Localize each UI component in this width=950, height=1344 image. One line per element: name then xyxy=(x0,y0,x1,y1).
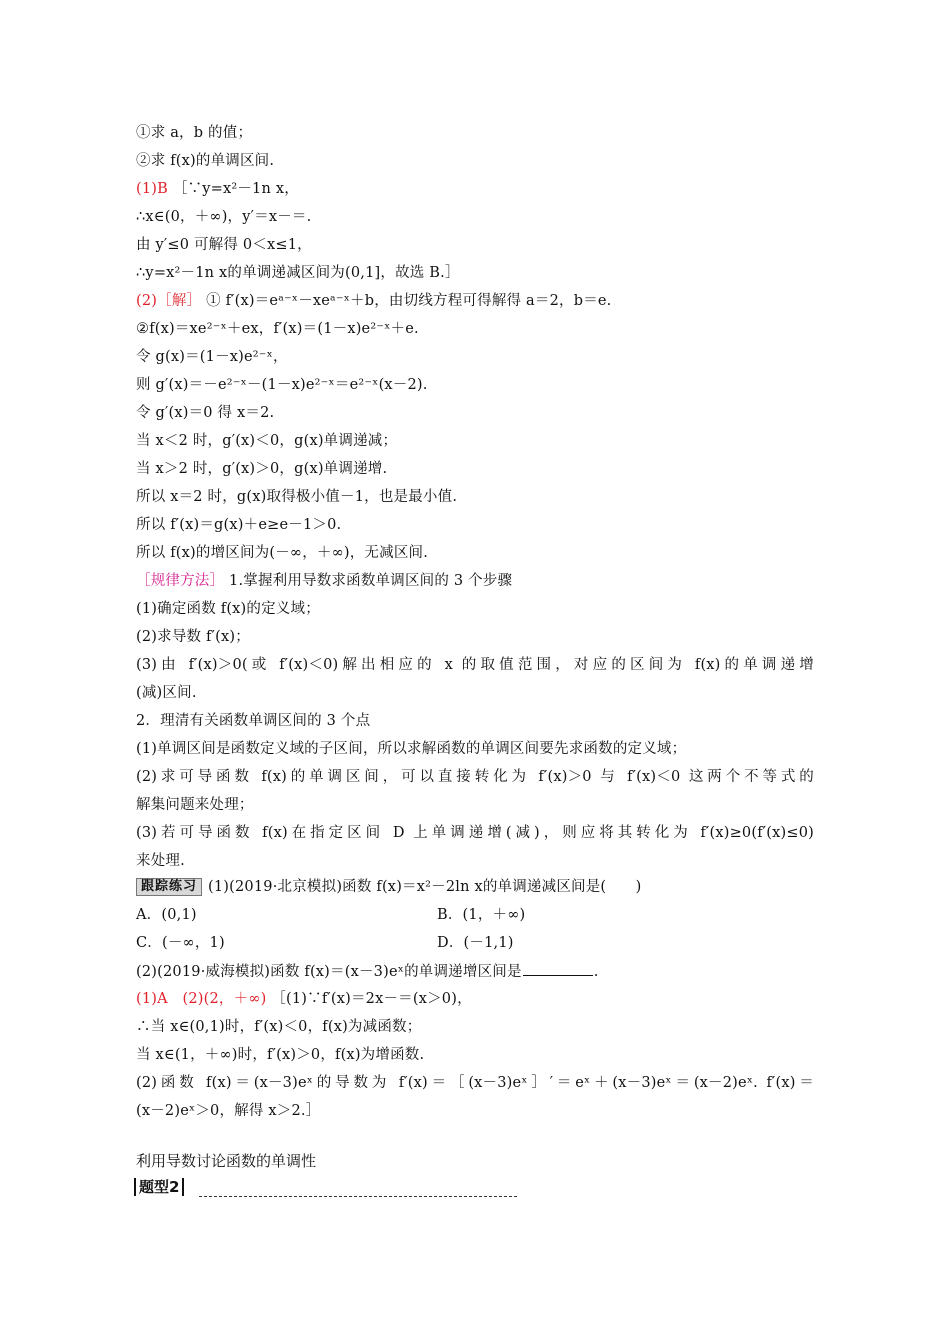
options-row xyxy=(136,933,816,953)
method-label: ［规律方法］ xyxy=(136,573,225,589)
solution-line: ∴x∈(0，＋∞)，y′＝x－＝. xyxy=(136,209,312,225)
method-line: (1)确定函数 f(x)的定义域； xyxy=(136,601,320,617)
solution-line: (x－2)eˣ＞0，解得 x＞2.］ xyxy=(136,1103,321,1119)
solution-text: ［∵y=x²－1n x， xyxy=(172,181,299,197)
method-line: 解集问题来处理； xyxy=(136,797,254,813)
practice-tag: 跟踪练习 xyxy=(136,878,202,896)
practice-answer-line xyxy=(136,989,472,1009)
method-line: (减)区间. xyxy=(136,685,197,701)
section-title: 利用导数讨论函数的单调性 xyxy=(136,1152,317,1170)
option-b: B．(1，＋∞) xyxy=(437,907,526,923)
solution-text: ① f′(x)＝eᵃ⁻ˣ－xeᵃ⁻ˣ＋b，由切线方程可得解得 a＝2，b＝e. xyxy=(206,293,612,309)
options-row xyxy=(136,905,816,925)
method-line: (2)求可导函数 f(x)的单调区间，可以直接转化为 f′(x)＞0 与 f′(x)＜0 这两个不等式的 xyxy=(136,769,814,785)
solution-line: 所以 f(x)的增区间为(－∞，＋∞)，无减区间. xyxy=(136,545,429,561)
solution-line: ②f(x)＝xe²⁻ˣ＋ex，f′(x)＝(1－x)e²⁻ˣ＋e. xyxy=(136,321,419,337)
question-part-2: ②求 f(x)的单调区间. xyxy=(136,153,275,169)
method-line: (1)单调区间是函数定义域的子区间，所以求解函数的单调区间要先求函数的定义域； xyxy=(136,741,687,757)
answer-2-line xyxy=(136,291,611,311)
question-end: . xyxy=(593,964,599,980)
method-heading xyxy=(136,571,512,591)
practice-question-2 xyxy=(136,961,599,982)
solution-line: 当 x＜2 时，g′(x)＜0，g(x)单调递减； xyxy=(136,433,398,449)
answer-blank xyxy=(523,961,593,976)
question-type-tag: 题型2 xyxy=(134,1178,184,1196)
solution-line: ∴当 x∈(0,1)时，f′(x)＜0，f(x)为减函数； xyxy=(136,1019,422,1035)
solution-line: 所以 x＝2 时，g(x)取得极小值－1，也是最小值. xyxy=(136,489,458,505)
solution-label: (2)［解］ xyxy=(136,293,202,309)
solution-line: 令 g′(x)＝0 得 x＝2. xyxy=(136,405,275,421)
answer-1-line xyxy=(136,179,299,199)
solution-line: ∴y=x²－1n x的单调递减区间为(0,1]，故选 B.］ xyxy=(136,265,460,281)
solution-line: 由 y′≤0 可解得 0＜x≤1， xyxy=(136,237,312,253)
method-line: (3)若可导函数 f(x)在指定区间 D 上单调递增(减)，则应将其转化为 f′(x)≥0(f′(x)≤0) xyxy=(136,825,814,841)
option-c: C．(－∞，1) xyxy=(136,935,225,951)
solution-line: 所以 f′(x)＝g(x)＋e≥e－1＞0. xyxy=(136,517,342,533)
method-line: 2．理清有关函数单调区间的 3 个点 xyxy=(136,713,371,729)
solution-line: (2)函数 f(x)＝(x－3)eˣ的导数为 f′(x)＝［(x－3)eˣ］′＝eˣ＋(x－3)eˣ＝(x－2)eˣ. f′(x)＝ xyxy=(136,1075,814,1091)
practice-question-1 xyxy=(136,877,642,897)
method-line: (3)由 f′(x)＞0(或 f′(x)＜0)解出相应的 x 的取值范围，对应的区间为 f(x)的单调递增 xyxy=(136,657,814,673)
solution-text: ［(1)∵f′(x)＝2x－＝(x＞0)， xyxy=(271,991,472,1007)
question-text: (2)(2019·威海模拟)函数 f(x)＝(x－3)eˣ的单调递增区间是 xyxy=(136,964,522,980)
solution-line: 当 x＞2 时，g′(x)＞0，g(x)单调递增. xyxy=(136,461,388,477)
method-line: (2)求导数 f′(x)； xyxy=(136,629,250,645)
method-line: 来处理. xyxy=(136,853,185,869)
solution-line: 当 x∈(1，＋∞)时，f′(x)＞0，f(x)为增函数. xyxy=(136,1047,425,1063)
option-a: A．(0,1) xyxy=(136,907,197,923)
solution-line: 则 g′(x)＝－e²⁻ˣ－(1－x)e²⁻ˣ＝e²⁻ˣ(x－2). xyxy=(136,377,428,393)
practice-answer-label: (1)A (2)(2，＋∞) xyxy=(136,991,267,1007)
solution-line: 令 g(x)＝(1－x)e²⁻ˣ， xyxy=(136,349,288,365)
dashed-divider xyxy=(199,1196,517,1197)
question-text: (1)(2019·北京模拟)函数 f(x)＝x²－2ln x的单调递减区间是( ) xyxy=(208,879,642,895)
option-d: D．(－1,1) xyxy=(437,935,514,951)
question-part-1: ①求 a，b 的值； xyxy=(136,125,253,141)
method-text: 1.掌握利用导数求函数单调区间的 3 个步骤 xyxy=(229,573,513,589)
answer-label: (1)B xyxy=(136,181,168,197)
